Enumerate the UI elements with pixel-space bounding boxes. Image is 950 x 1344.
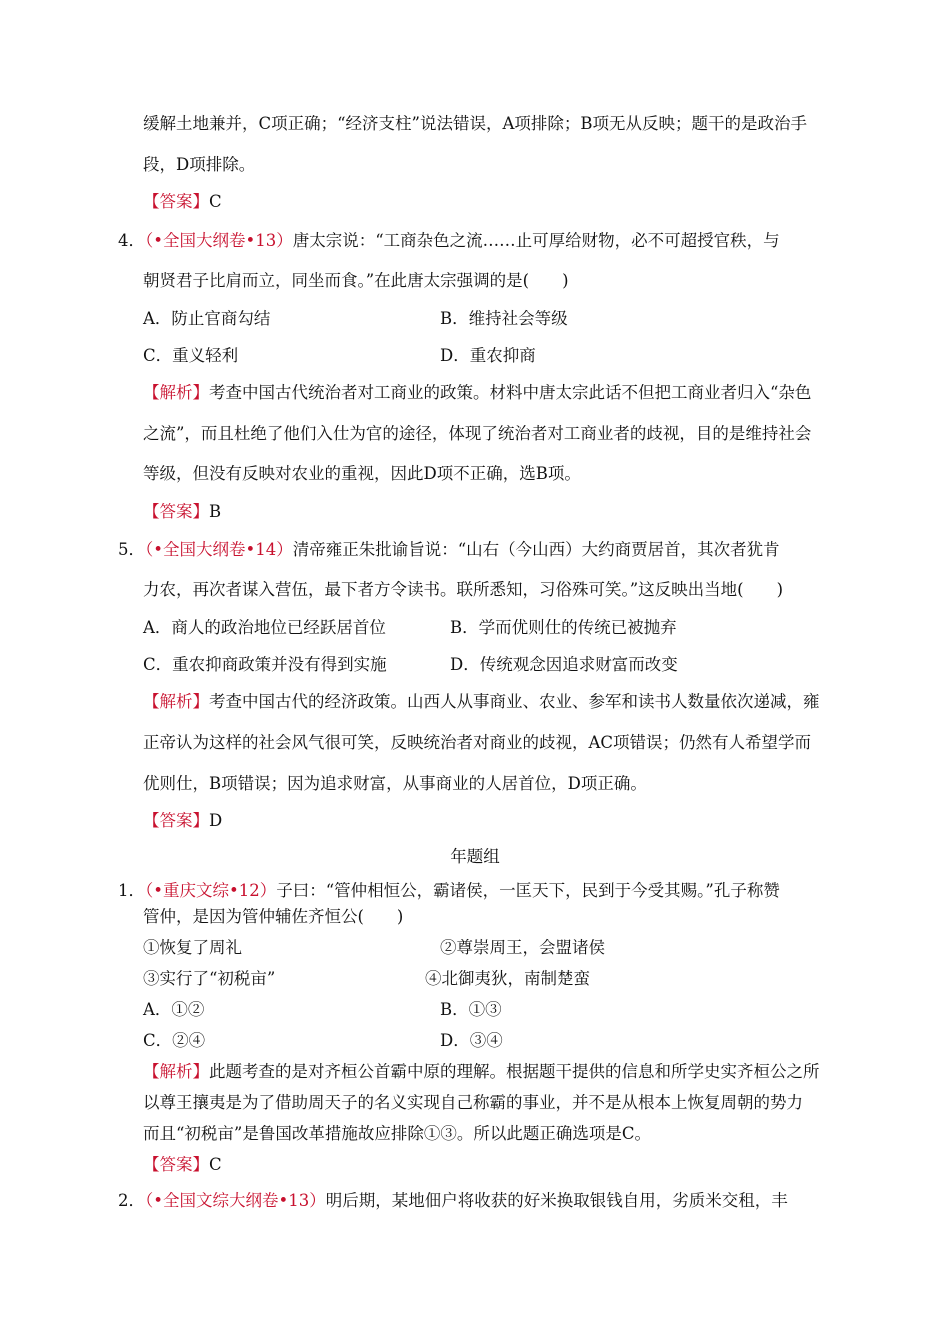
s1-item-2: ②尊崇周王，会盟诸侯 [440, 938, 605, 957]
answer-value: C [209, 192, 222, 211]
s1-option-a: A．①② [143, 1000, 205, 1019]
s1-answer [143, 1154, 222, 1176]
q4-option-b: B．维持社会等级 [440, 309, 568, 328]
question-stem: 明后期，某地佃户将收获的好米换取银钱自用，劣质米交租，丰 [325, 1191, 788, 1210]
question-source: （•全国大纲卷•14） [145, 540, 293, 559]
question-source: （•重庆文综•12） [145, 881, 277, 900]
q5-option-d: D．传统观念因追求财富而改变 [450, 655, 678, 674]
analysis-tag: 【解析】 [143, 383, 209, 402]
question-stem: 清帝雍正朱批谕旨说：“山右（今山西）大约商贾居首，其次者犹肯 [292, 540, 780, 559]
question-stem: 唐太宗说：“工商杂色之流……止可厚给财物，必不可超授官秩，与 [292, 231, 780, 250]
answer-tag: 【答案】 [143, 192, 209, 211]
q4-analysis-line2: 之流”，而且杜绝了他们入仕为官的途径，体现了统治者对工商业者的歧视，目的是维持社会 [143, 424, 812, 443]
analysis-text: 此题考查的是对齐桓公首霸中原的理解。根据题干提供的信息和所学史实齐桓公之所 [209, 1062, 820, 1081]
question-number: 1． [118, 881, 145, 900]
q5-stem-line2: 力农，再次者谋入营伍，最下者方令读书。联所悉知，习俗殊可笑。”这反映出当地( ) [143, 580, 784, 599]
q5-analysis-line1 [143, 691, 820, 713]
s1-analysis-line3: 而且“初税亩”是鲁国改革措施故应排除①③。所以此题正确选项是C。 [143, 1124, 651, 1143]
q3-answer [143, 191, 222, 213]
q3-explanation-line2: 段，D项排除。 [143, 155, 256, 174]
s1-item-3: ③实行了“初税亩” [143, 969, 276, 988]
s1-option-b: B．①③ [440, 1000, 502, 1019]
q4-analysis-line3: 等级，但没有反映对农业的重视，因此D项不正确，选B项。 [143, 464, 581, 483]
s1-option-d: D．③④ [440, 1031, 503, 1050]
q4-answer [143, 501, 221, 523]
q5-option-b: B．学而优则仕的传统已被抛弃 [450, 618, 677, 637]
s1-item-1: ①恢复了周礼 [143, 938, 242, 957]
answer-value: D [209, 811, 223, 830]
q5-answer [143, 810, 222, 832]
s1-option-c: C．②④ [143, 1031, 206, 1050]
s2-stem-line1 [118, 1190, 788, 1212]
question-stem: 子曰：“管仲相恒公，霸诸侯，一匡天下，民到于今受其赐。”孔子称赞 [276, 881, 780, 900]
q5-stem-line1 [118, 539, 780, 561]
q4-stem-line2: 朝贤君子比肩而立，同坐而食。”在此唐太宗强调的是( ) [143, 271, 569, 290]
s1-stem-line2: 管仲，是因为管仲辅佐齐恒公( ) [143, 907, 404, 926]
q4-stem-line1 [118, 230, 780, 252]
answer-value: B [209, 502, 222, 521]
q4-option-d: D．重农抑商 [440, 346, 536, 365]
analysis-text: 考查中国古代的经济政策。山西人从事商业、农业、参军和读书人数量依次递减，雍 [209, 692, 820, 711]
q5-analysis-line3: 优则仕，B项错误；因为追求财富，从事商业的人居首位，D项正确。 [143, 774, 647, 793]
q4-option-c: C．重义轻利 [143, 346, 239, 365]
question-number: 2． [118, 1191, 145, 1210]
section-title: 年题组 [450, 847, 500, 866]
q4-analysis-line1 [143, 382, 811, 404]
s1-item-4: ④北御夷狄，南制楚蛮 [425, 969, 590, 988]
q4-option-a: A．防止官商勾结 [143, 309, 271, 328]
answer-value: C [209, 1155, 222, 1174]
question-source: （•全国大纲卷•13） [145, 231, 293, 250]
question-number: 5． [118, 540, 145, 559]
s1-stem-line1 [118, 880, 780, 902]
analysis-text: 考查中国古代统治者对工商业的政策。材料中唐太宗此话不但把工商业者归入“杂色 [209, 383, 812, 402]
s1-analysis-line1 [143, 1061, 820, 1083]
analysis-tag: 【解析】 [143, 692, 209, 711]
s1-analysis-line2: 以尊王攘夷是为了借助周天子的名义实现自己称霸的事业，并不是从根本上恢复周朝的势力 [143, 1093, 803, 1112]
answer-tag: 【答案】 [143, 811, 209, 830]
q5-analysis-line2: 正帝认为这样的社会风气很可笑，反映统治者对商业的歧视，AC项错误；仍然有人希望学而 [143, 733, 812, 752]
q5-option-a: A．商人的政治地位已经跃居首位 [143, 618, 386, 637]
answer-tag: 【答案】 [143, 502, 209, 521]
question-number: 4． [118, 231, 145, 250]
q3-explanation-line1: 缓解土地兼并，C项正确；“经济支柱”说法错误，A项排除；B项无从反映；题干的是政治手 [143, 114, 808, 133]
q5-option-c: C．重农抑商政策并没有得到实施 [143, 655, 387, 674]
analysis-tag: 【解析】 [143, 1062, 209, 1081]
question-source: （•全国文综大纲卷•13） [145, 1191, 326, 1210]
answer-tag: 【答案】 [143, 1155, 209, 1174]
